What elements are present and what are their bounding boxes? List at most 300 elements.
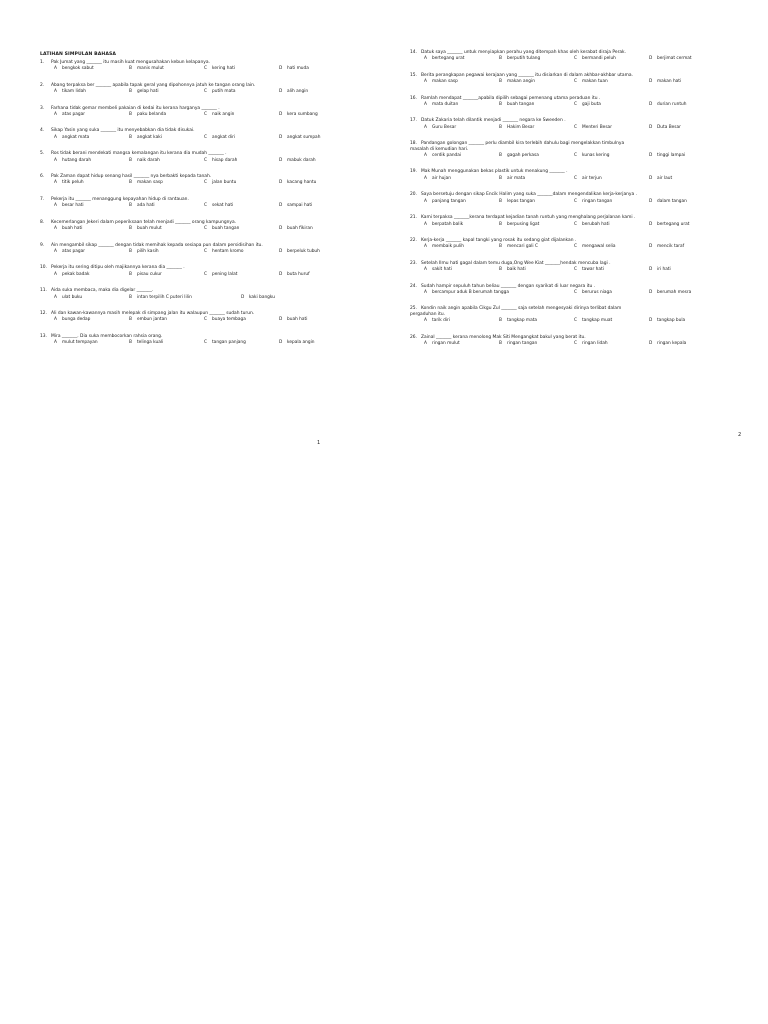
- answer-option-a[interactable]: [424, 199, 499, 204]
- option-letter: D: [279, 317, 283, 323]
- answer-option-d[interactable]: [279, 203, 354, 208]
- answer-option-d[interactable]: [279, 272, 354, 277]
- answer-option-d[interactable]: [279, 135, 354, 140]
- option-text: makan sasp: [137, 180, 163, 186]
- question-number: 20.: [410, 192, 417, 198]
- option-letter: C: [574, 102, 578, 108]
- option-letter: B: [129, 340, 132, 346]
- answer-option-b[interactable]: [499, 79, 574, 84]
- question-number: 13.: [40, 333, 47, 339]
- option-letter: A: [424, 175, 427, 181]
- question-number: 11.: [40, 288, 47, 294]
- option-text: buaya tembaga: [212, 317, 246, 323]
- option-text: angkat diri: [212, 134, 236, 140]
- question-text: [410, 192, 755, 197]
- option-letter: D: [649, 175, 653, 181]
- option-letter: A: [424, 102, 427, 108]
- question-text: [410, 261, 755, 266]
- answer-option-d[interactable]: [649, 244, 724, 249]
- option-text: buah tangan: [212, 226, 240, 232]
- answer-option-a[interactable]: [424, 56, 499, 61]
- question-text: [40, 174, 385, 179]
- answer-option-b[interactable]: [499, 222, 574, 227]
- question-number: 14.: [410, 50, 417, 55]
- answer-option-c[interactable]: [574, 176, 649, 181]
- option-text: lepas tangan: [507, 198, 535, 204]
- answer-option-b[interactable]: [499, 56, 574, 61]
- option-text: tangkap muat: [582, 318, 613, 324]
- answer-option-a[interactable]: [54, 249, 129, 254]
- answer-option-c[interactable]: [204, 66, 279, 71]
- question-prompt: Datuk Zakaria telah dilantik menjadi _______ negara ke Sweeden .: [421, 118, 566, 124]
- answer-option-b[interactable]: [129, 135, 204, 140]
- question-prompt: Ros tidak berani mendekati mangsa kemalangan itu kerana dia mudah _______ .: [51, 151, 227, 157]
- option-letter: C: [204, 248, 208, 254]
- option-letter: B: [129, 112, 132, 118]
- answer-options: [410, 176, 755, 181]
- option-letter: A: [424, 124, 427, 130]
- answer-options: [40, 89, 385, 94]
- question-item: [410, 50, 755, 62]
- answer-option-d[interactable]: [279, 226, 354, 231]
- option-text: telinga kuali: [137, 340, 164, 346]
- option-letter: B: [129, 226, 132, 232]
- answer-option-c[interactable]: [204, 112, 279, 117]
- question-number: 15.: [410, 72, 417, 78]
- option-letter: A: [54, 340, 57, 346]
- answer-option-c[interactable]: [574, 244, 649, 249]
- answer-option-c[interactable]: [204, 135, 279, 140]
- option-text: mulut tempayan: [62, 340, 98, 346]
- question-prompt: Mak Munah menggunakan bekas plastik untuk menakung _______ .: [421, 169, 568, 175]
- option-text: buah tangan: [507, 102, 535, 108]
- option-text: buah hati: [62, 226, 83, 232]
- option-letter: C: [574, 267, 578, 273]
- option-text: hentam kromo: [212, 248, 244, 254]
- answer-option-d[interactable]: [649, 341, 724, 346]
- answer-option-b[interactable]: [129, 203, 204, 208]
- option-letter: B: [499, 318, 502, 324]
- option-letter: B: [129, 134, 132, 140]
- question-prompt-continued: masalah di kemudian hari.: [410, 146, 469, 152]
- answer-option-a[interactable]: [424, 102, 499, 107]
- option-letter: D: [279, 248, 283, 254]
- question-prompt: Setelah Ilmu hati gagal dalam temu duga,Ong Wee Kiat _______hendak mencuba lagi .: [421, 260, 611, 266]
- option-text: ringan kepala: [657, 340, 687, 346]
- answer-options: [40, 317, 385, 322]
- option-letter: B: [499, 340, 502, 346]
- option-letter: C: [574, 289, 578, 295]
- question-text: [410, 73, 755, 78]
- option-text: paku belanda: [137, 112, 167, 118]
- answer-option-c[interactable]: [574, 341, 649, 346]
- answer-option-a[interactable]: [424, 153, 499, 158]
- option-letter: D: [649, 79, 653, 85]
- option-text: berpeluk tubuh: [287, 248, 320, 254]
- question-number: 10.: [40, 265, 47, 271]
- option-text: pisau cukur: [137, 271, 162, 277]
- option-text: sampai hati: [287, 203, 313, 209]
- question-number: 16.: [410, 95, 417, 101]
- option-text: ringan mulut: [432, 340, 460, 346]
- answer-option-a[interactable]: [54, 272, 129, 277]
- answer-options: [40, 112, 385, 117]
- question-item: [410, 96, 755, 108]
- question-text: [40, 334, 385, 339]
- question-text: [40, 220, 385, 225]
- answer-option-c[interactable]: [204, 272, 279, 277]
- option-letter: B: [499, 198, 502, 204]
- option-letter: D: [649, 267, 653, 273]
- option-text: buah mulut: [137, 226, 162, 232]
- question-item: [410, 215, 755, 227]
- question-text: [40, 197, 385, 202]
- option-text: sakit hati: [432, 267, 452, 273]
- option-letter: A: [54, 317, 57, 323]
- option-letter: C: [204, 180, 208, 186]
- answer-option-b[interactable]: [499, 267, 574, 272]
- question-item: [40, 174, 385, 186]
- answer-option-b[interactable]: [129, 112, 204, 117]
- question-item: [410, 306, 755, 323]
- option-text: gaji buta: [582, 102, 601, 108]
- answer-option-a[interactable]: [424, 267, 499, 272]
- question-item: [40, 265, 385, 277]
- question-prompt: Kondin naik angin apabila Cikgu Zul _______ saja setelah mengesyaki dirinya terlibat dalam: [421, 306, 622, 312]
- answer-option-d[interactable]: [649, 222, 724, 227]
- option-letter: A: [424, 289, 427, 295]
- answer-option-a[interactable]: [424, 222, 499, 227]
- answer-option-b[interactable]: [129, 226, 204, 231]
- answer-option-a[interactable]: [54, 340, 129, 345]
- answer-option-b[interactable]: [499, 244, 574, 249]
- option-letter: C: [204, 203, 208, 209]
- option-text: cerdik pandai: [432, 153, 462, 159]
- question-item: [40, 83, 385, 95]
- question-item: [40, 288, 385, 300]
- option-text: makan hati: [657, 79, 682, 85]
- answer-option-a[interactable]: [424, 79, 499, 84]
- option-text: kering hati: [212, 66, 235, 72]
- answer-options: [410, 267, 755, 272]
- option-letter: A: [424, 318, 427, 324]
- option-letter: B: [499, 244, 502, 250]
- question-text: [410, 169, 755, 174]
- answer-option-b[interactable]: [499, 199, 574, 204]
- answer-option-c[interactable]: [574, 222, 649, 227]
- answer-option-c[interactable]: [204, 158, 279, 163]
- answer-option-c[interactable]: [574, 267, 649, 272]
- answer-options: [410, 79, 755, 84]
- option-letter: D: [279, 180, 283, 186]
- answer-option-b[interactable]: [499, 318, 574, 323]
- answer-option-c[interactable]: [574, 102, 649, 107]
- answer-option-d[interactable]: [279, 66, 354, 71]
- answer-option-c[interactable]: [204, 340, 279, 345]
- option-letter: D: [649, 153, 653, 159]
- question-number: 12.: [40, 310, 47, 316]
- question-number: 17.: [410, 118, 417, 124]
- answer-option-d[interactable]: [649, 176, 724, 181]
- question-item: [40, 106, 385, 118]
- option-text: titik peluh: [62, 180, 84, 186]
- option-letter: D: [279, 203, 283, 209]
- option-text: bercampur aduk B berumah tangga: [432, 289, 509, 295]
- option-text: mabuk darah: [287, 157, 316, 163]
- option-text: alih angin: [287, 89, 309, 95]
- answer-option-d[interactable]: [649, 153, 724, 158]
- option-text: ringan lidah: [582, 340, 608, 346]
- answer-option-c[interactable]: [574, 79, 649, 84]
- answer-option-d[interactable]: [649, 56, 724, 61]
- option-letter: A: [54, 226, 57, 232]
- answer-option-a[interactable]: [424, 318, 499, 323]
- option-text: tikam lidah: [62, 89, 86, 95]
- answer-option-c[interactable]: [204, 226, 279, 231]
- option-text: berputih tulang: [507, 56, 541, 62]
- question-prompt: Pekerja itu sering ditipu oleh majikannya kerana dia _______ .: [51, 265, 185, 271]
- option-text: makan angin: [507, 79, 535, 85]
- answer-option-a[interactable]: [424, 341, 499, 346]
- answer-option-b[interactable]: [129, 295, 241, 300]
- answer-option-d[interactable]: [279, 317, 354, 322]
- option-letter: D: [241, 294, 245, 300]
- option-text: ada hati: [137, 203, 155, 209]
- option-text: berpatah balik: [432, 221, 464, 227]
- option-letter: B: [129, 180, 132, 186]
- option-letter: C: [574, 318, 578, 324]
- answer-option-d[interactable]: [279, 249, 354, 254]
- answer-option-c[interactable]: [204, 89, 279, 94]
- option-text: atas pagar: [62, 248, 86, 254]
- option-text: ringan tangan: [582, 198, 613, 204]
- answer-option-a[interactable]: [54, 295, 129, 300]
- answer-option-a[interactable]: [424, 244, 499, 249]
- option-letter: A: [54, 180, 57, 186]
- option-letter: A: [424, 56, 427, 62]
- question-item: [410, 261, 755, 273]
- option-letter: C: [574, 175, 578, 181]
- answer-option-a[interactable]: [424, 290, 574, 295]
- option-text: berubah hati: [582, 221, 610, 227]
- answer-option-c[interactable]: [204, 249, 279, 254]
- question-text: [410, 335, 755, 340]
- answer-option-a[interactable]: [54, 226, 129, 231]
- option-text: air mata: [507, 175, 526, 181]
- answer-option-d[interactable]: [241, 295, 316, 300]
- answer-option-a[interactable]: [54, 66, 129, 71]
- answer-option-c[interactable]: [574, 290, 649, 295]
- answer-option-a[interactable]: [54, 203, 129, 208]
- option-letter: D: [279, 226, 283, 232]
- answer-option-d[interactable]: [649, 199, 724, 204]
- option-letter: B: [129, 271, 132, 277]
- answer-options: [410, 199, 755, 204]
- answer-option-b[interactable]: [129, 180, 204, 185]
- answer-option-d[interactable]: [649, 318, 724, 323]
- option-text: besar hati: [62, 203, 84, 209]
- option-letter: B: [499, 221, 502, 227]
- option-letter: C: [574, 221, 578, 227]
- question-prompt: Farhana tidak gemar membeli pakaian di kedai itu kerana harganya _______ .: [51, 105, 220, 111]
- answer-option-c[interactable]: [204, 203, 279, 208]
- option-text: kera sumbang: [287, 112, 318, 118]
- question-prompt: Abang terpaksa ber _______ apabila tapak geraI yang dipohonnya jatuh ke tangan orang lain.: [51, 82, 256, 88]
- answer-option-a[interactable]: [54, 89, 129, 94]
- option-text: air terjun: [582, 175, 602, 181]
- option-letter: A: [54, 157, 57, 163]
- answer-option-d[interactable]: [649, 267, 724, 272]
- question-item: [410, 141, 755, 158]
- option-text: putih mata: [212, 89, 236, 95]
- option-text: pilih kasih: [137, 248, 159, 254]
- answer-option-d[interactable]: [279, 340, 354, 345]
- answer-option-d[interactable]: [279, 180, 354, 185]
- answer-option-b[interactable]: [129, 158, 204, 163]
- answer-option-c[interactable]: [574, 125, 649, 130]
- question-number: 5.: [40, 151, 45, 157]
- answer-options: [40, 180, 385, 185]
- option-text: naik darah: [137, 157, 160, 163]
- answer-option-b[interactable]: [129, 272, 204, 277]
- question-number: 22.: [410, 237, 417, 243]
- option-letter: D: [649, 102, 653, 108]
- question-number: 21.: [410, 215, 417, 221]
- answer-options: [40, 135, 385, 140]
- option-letter: A: [424, 153, 427, 159]
- answer-option-b[interactable]: [129, 66, 204, 71]
- answer-option-b[interactable]: [499, 176, 574, 181]
- option-letter: D: [649, 289, 653, 295]
- option-letter: D: [649, 244, 653, 250]
- answer-option-d[interactable]: [279, 158, 354, 163]
- answer-option-b[interactable]: [499, 153, 574, 158]
- question-number: 26.: [410, 334, 417, 340]
- option-letter: C: [204, 226, 208, 232]
- option-letter: B: [499, 102, 502, 108]
- answer-option-a[interactable]: [54, 112, 129, 117]
- question-text: [410, 50, 755, 55]
- question-text: [40, 243, 385, 248]
- answer-option-b[interactable]: [499, 125, 574, 130]
- question-number: 9.: [40, 242, 45, 248]
- answer-option-b[interactable]: [129, 317, 204, 322]
- option-text: buah fikiran: [287, 226, 313, 232]
- question-text: [40, 151, 385, 156]
- option-text: bengkok sabut: [62, 66, 94, 72]
- answer-option-a[interactable]: [424, 176, 499, 181]
- answer-option-d[interactable]: [279, 112, 354, 117]
- answer-option-d[interactable]: [649, 290, 724, 295]
- option-letter: D: [649, 198, 653, 204]
- question-text: [40, 311, 385, 316]
- answer-options: [40, 226, 385, 231]
- question-text: [40, 265, 385, 270]
- answer-option-b[interactable]: [499, 102, 574, 107]
- option-letter: C: [204, 157, 208, 163]
- option-text: embun jantan: [137, 317, 167, 323]
- question-item: [410, 73, 755, 85]
- question-number: 19.: [410, 169, 417, 175]
- answer-option-c[interactable]: [574, 199, 649, 204]
- question-prompt: Sikap Yasin yang suka _______ itu menyebabkan dia tidak disukai.: [51, 128, 195, 134]
- answer-option-b[interactable]: [129, 89, 204, 94]
- option-text: tawar hati: [582, 267, 604, 273]
- option-letter: A: [54, 294, 57, 300]
- answer-option-d[interactable]: [649, 102, 724, 107]
- option-text: hutang darah: [62, 157, 92, 163]
- option-letter: D: [279, 340, 283, 346]
- option-text: ulat buku: [62, 294, 83, 300]
- answer-option-b[interactable]: [129, 340, 204, 345]
- question-text: [410, 96, 755, 101]
- answer-option-d[interactable]: [649, 125, 724, 130]
- answer-option-d[interactable]: [649, 79, 724, 84]
- option-letter: A: [54, 112, 57, 118]
- answer-options: [40, 66, 385, 71]
- option-letter: B: [499, 56, 502, 62]
- option-letter: D: [649, 124, 653, 130]
- option-letter: D: [279, 157, 283, 163]
- option-letter: C: [204, 134, 208, 140]
- option-text: berumah mesra: [657, 289, 692, 295]
- answer-option-a[interactable]: [54, 158, 129, 163]
- option-text: manis mulut: [137, 66, 164, 72]
- option-letter: C: [574, 124, 578, 130]
- option-text: tangkap bula: [657, 318, 686, 324]
- question-text: [40, 128, 385, 133]
- answer-options: [40, 340, 385, 345]
- question-text: [410, 215, 755, 220]
- option-letter: C: [574, 153, 578, 159]
- answer-option-c[interactable]: [574, 56, 649, 61]
- answer-options: [410, 244, 755, 249]
- question-prompt: Ain mengambil sikap _______ dengan tidak memihak kepada sesiapa pun dalam persidisihan itu.: [51, 242, 263, 248]
- question-item: [40, 334, 385, 346]
- option-letter: B: [129, 203, 132, 209]
- question-number: 6.: [40, 174, 45, 180]
- option-text: bunga dedap: [62, 317, 91, 323]
- question-text: [410, 284, 755, 289]
- answer-option-a[interactable]: [54, 180, 129, 185]
- option-letter: A: [424, 244, 427, 250]
- answer-option-c[interactable]: [574, 318, 649, 323]
- question-text: [40, 288, 385, 293]
- option-text: baik hati: [507, 267, 526, 273]
- worksheet-title: LATIHAN SIMPULAN BAHASA: [40, 52, 117, 57]
- option-text: gagah perkasa: [507, 153, 539, 159]
- answer-option-a[interactable]: [54, 317, 129, 322]
- answer-option-d[interactable]: [279, 89, 354, 94]
- option-text: kunas kering: [582, 153, 610, 159]
- option-text: Menteri Besar: [582, 124, 612, 130]
- answer-option-c[interactable]: [574, 153, 649, 158]
- option-letter: B: [129, 157, 132, 163]
- answer-option-c[interactable]: [204, 180, 279, 185]
- answer-option-b[interactable]: [129, 249, 204, 254]
- answer-option-a[interactable]: [424, 125, 499, 130]
- answer-option-c[interactable]: [204, 317, 279, 322]
- answer-option-b[interactable]: [499, 341, 574, 346]
- option-text: air hujan: [432, 175, 451, 181]
- option-text: dalam tangan: [657, 198, 687, 204]
- question-prompt: Zainal _______ kerana menolong Mak Siti Mengangkat bakul yang berat itu.: [421, 334, 586, 340]
- answer-option-a[interactable]: [54, 135, 129, 140]
- option-letter: A: [424, 340, 427, 346]
- option-text: angkat sumpah: [287, 134, 321, 140]
- answer-options: [410, 102, 755, 107]
- option-text: hati muda: [287, 66, 309, 72]
